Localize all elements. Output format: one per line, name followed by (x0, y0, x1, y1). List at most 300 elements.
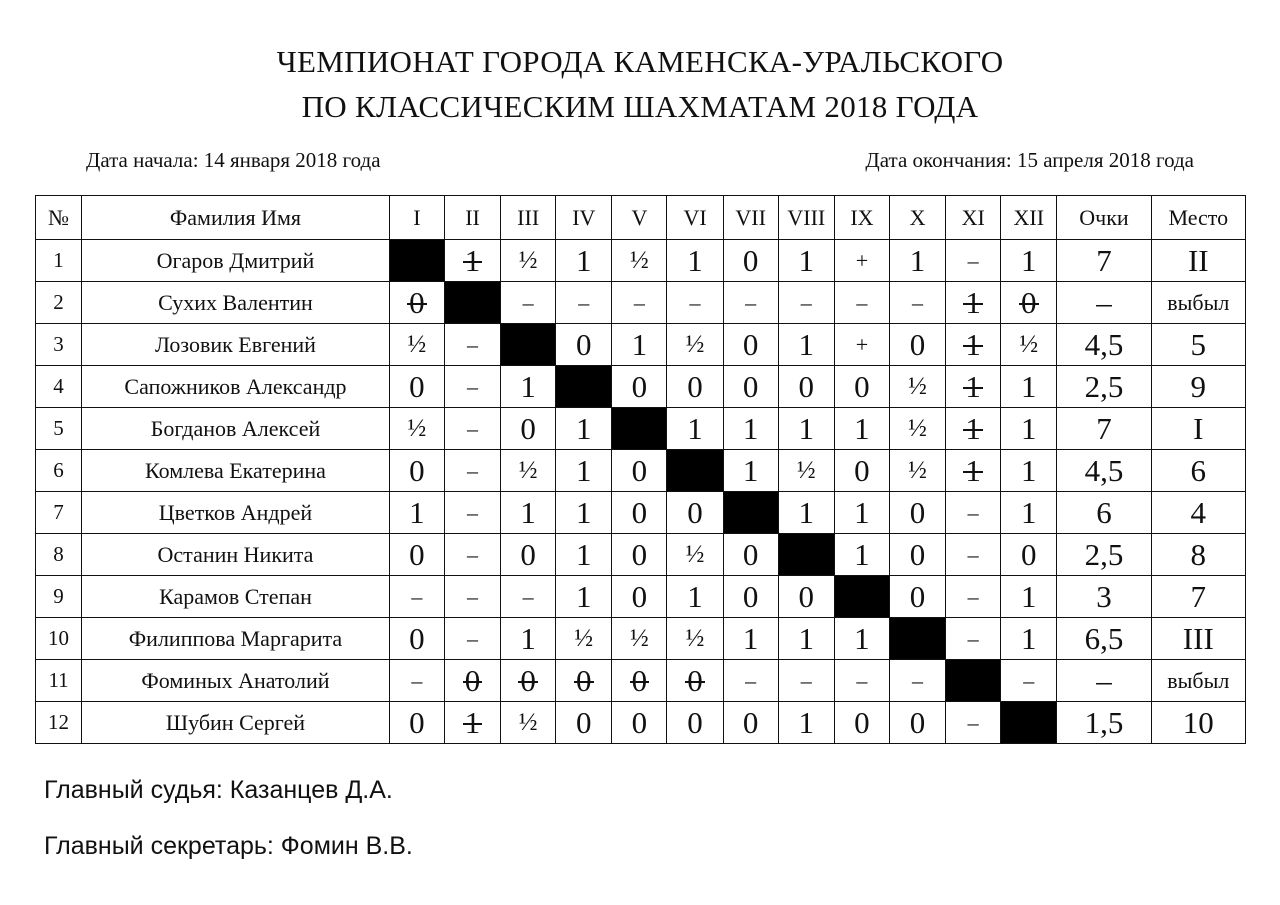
result-cell (723, 618, 778, 660)
diagonal-cell (1001, 702, 1057, 744)
result-cell (501, 366, 556, 408)
header-round-6: VI (667, 196, 723, 240)
result-cell (389, 660, 444, 702)
result-value: 1 (909, 242, 926, 278)
player-name: Останин Никита (82, 534, 390, 576)
result-cell (834, 618, 889, 660)
result-cell (389, 282, 444, 324)
result-value: 0 (576, 326, 592, 362)
annulled-result: 1 (464, 242, 481, 278)
place-cell: 4 (1151, 492, 1245, 534)
result-cell (389, 576, 444, 618)
result-cell (612, 450, 667, 492)
header-round-7: VII (723, 196, 778, 240)
page-title-line-1: ЧЕМПИОНАТ ГОРОДА КАМЕНСКА-УРАЛЬСКОГО (276, 44, 1004, 79)
result-cell (778, 282, 834, 324)
result-value: 0 (909, 578, 926, 614)
result-cell (778, 240, 834, 282)
result-value: 1 (520, 368, 536, 404)
result-value: ½ (908, 414, 927, 442)
result-cell (834, 240, 889, 282)
result-cell (834, 366, 889, 408)
place-cell: III (1151, 618, 1245, 660)
place-cell: 8 (1151, 534, 1245, 576)
player-number: 10 (36, 618, 82, 660)
result-cell (612, 282, 667, 324)
result-cell (389, 324, 444, 366)
result-value: 0 (576, 704, 592, 740)
result-cell (946, 534, 1001, 576)
result-cell (723, 408, 778, 450)
result-value: – (411, 583, 423, 609)
result-value: 0 (909, 704, 926, 740)
result-cell (501, 450, 556, 492)
result-cell (834, 408, 889, 450)
table-row (36, 450, 1246, 492)
result-cell (444, 366, 500, 408)
result-value: 1 (1021, 410, 1037, 446)
table-row (36, 576, 1246, 618)
result-cell (389, 366, 444, 408)
result-value: – (912, 667, 924, 693)
result-value: – (522, 289, 534, 315)
result-cell (834, 492, 889, 534)
result-value: – (912, 289, 924, 315)
annulled-result: 1 (464, 704, 481, 740)
place-cell: выбыл (1151, 282, 1245, 324)
result-value: + (855, 331, 869, 357)
result-cell (1001, 492, 1057, 534)
result-cell (556, 324, 612, 366)
result-value: 0 (909, 494, 926, 530)
result-cell (946, 324, 1001, 366)
result-cell (946, 702, 1001, 744)
result-cell (778, 450, 834, 492)
result-cell (778, 492, 834, 534)
table-row (36, 660, 1246, 702)
result-value: 0 (742, 704, 759, 740)
result-cell (834, 282, 889, 324)
result-cell (1001, 618, 1057, 660)
result-cell (1001, 366, 1057, 408)
table-row (36, 492, 1246, 534)
result-cell (778, 660, 834, 702)
result-value: 0 (909, 326, 926, 362)
result-value: ½ (1019, 330, 1039, 358)
table-header-row (36, 196, 1246, 240)
result-cell (556, 492, 612, 534)
result-cell (612, 534, 667, 576)
result-cell (444, 240, 500, 282)
result-value: – (745, 667, 757, 693)
result-cell (1001, 534, 1057, 576)
result-value: 0 (631, 578, 648, 614)
page-title-line-2: ПО КЛАССИЧЕСКИМ ШАХМАТАМ 2018 ГОДА (301, 89, 979, 124)
result-cell (667, 366, 723, 408)
result-value: 0 (409, 704, 425, 740)
result-cell (556, 408, 612, 450)
result-value: 0 (409, 368, 425, 404)
result-cell (834, 534, 889, 576)
header-name: Фамилия Имя (82, 196, 390, 240)
result-cell (889, 240, 945, 282)
result-value: – (967, 583, 979, 609)
header-number: № (36, 196, 82, 240)
result-cell (444, 576, 500, 618)
annulled-result: 1 (965, 326, 981, 362)
annulled-result: 0 (576, 662, 592, 698)
result-value: 1 (631, 326, 648, 362)
table-row (36, 324, 1246, 366)
diagonal-cell (667, 450, 723, 492)
table-row (36, 282, 1246, 324)
player-name: Цветков Андрей (82, 492, 390, 534)
annulled-result: 0 (520, 662, 536, 698)
result-value: 1 (1021, 368, 1037, 404)
result-cell (723, 576, 778, 618)
player-name: Сухих Валентин (82, 282, 390, 324)
header-round-3: III (501, 196, 556, 240)
result-cell (444, 534, 500, 576)
player-name: Огаров Дмитрий (82, 240, 390, 282)
result-value: 0 (742, 326, 759, 362)
result-value: 1 (1021, 452, 1037, 488)
result-cell (501, 492, 556, 534)
points-cell: 4,5 (1057, 324, 1151, 366)
result-cell (667, 240, 723, 282)
result-value: – (856, 289, 868, 315)
header-round-11: XI (946, 196, 1001, 240)
result-value: 0 (687, 368, 703, 404)
annulled-result: 0 (631, 662, 648, 698)
chief-judge: Главный судья: Казанцев Д.А. (44, 776, 393, 804)
result-value: 1 (854, 410, 870, 446)
result-value: 0 (631, 536, 648, 572)
result-cell (444, 492, 500, 534)
result-value: – (578, 289, 590, 315)
result-value: – (967, 709, 979, 735)
result-value: ½ (407, 414, 427, 442)
result-cell (946, 450, 1001, 492)
result-cell (723, 324, 778, 366)
result-value: ½ (630, 246, 649, 274)
annulled-result: 1 (965, 452, 981, 488)
result-cell (501, 240, 556, 282)
result-value: 0 (742, 536, 759, 572)
annulled-result: 0 (464, 662, 481, 698)
points-cell: 7 (1057, 240, 1151, 282)
result-value: 1 (576, 410, 592, 446)
result-value: 0 (687, 704, 703, 740)
result-cell (612, 618, 667, 660)
result-value: 0 (854, 452, 870, 488)
result-cell (889, 408, 945, 450)
player-number: 6 (36, 450, 82, 492)
player-number: 8 (36, 534, 82, 576)
result-value: 0 (409, 620, 425, 656)
points-cell: 2,5 (1057, 534, 1151, 576)
result-value: 1 (854, 536, 870, 572)
result-value: – (467, 457, 479, 483)
result-cell (556, 576, 612, 618)
result-value: ½ (518, 246, 538, 274)
points-cell: 4,5 (1057, 450, 1151, 492)
result-cell (889, 324, 945, 366)
end-date: Дата окончания: 15 апреля 2018 года (865, 148, 1194, 172)
place-cell: 10 (1151, 702, 1245, 744)
result-value: 1 (1021, 494, 1037, 530)
result-value: 1 (798, 704, 815, 740)
result-value: 0 (742, 578, 759, 614)
place-cell: выбыл (1151, 660, 1245, 702)
annulled-result: 0 (1021, 284, 1037, 320)
result-value: – (633, 289, 645, 315)
player-number: 3 (36, 324, 82, 366)
result-cell (444, 450, 500, 492)
diagonal-cell (723, 492, 778, 534)
result-value: 1 (576, 452, 592, 488)
player-name: Лозовик Евгений (82, 324, 390, 366)
result-value: 1 (798, 494, 815, 530)
result-cell (501, 408, 556, 450)
crosstable (35, 195, 1246, 744)
result-value: 0 (854, 368, 870, 404)
table-row (36, 408, 1246, 450)
result-cell (501, 282, 556, 324)
result-cell (667, 282, 723, 324)
result-value: ½ (796, 456, 816, 484)
result-cell (778, 576, 834, 618)
result-cell (1001, 408, 1057, 450)
result-cell (889, 366, 945, 408)
points-cell: 2,5 (1057, 366, 1151, 408)
result-value: + (855, 247, 869, 273)
result-value: 0 (520, 536, 536, 572)
result-value: 1 (798, 620, 815, 656)
diagonal-cell (444, 282, 500, 324)
header-points: Очки (1057, 196, 1151, 240)
result-cell (946, 240, 1001, 282)
player-number: 2 (36, 282, 82, 324)
result-cell (556, 450, 612, 492)
result-cell (389, 492, 444, 534)
result-value: 1 (687, 410, 703, 446)
result-value: 0 (798, 368, 815, 404)
result-value: ½ (908, 456, 927, 484)
result-value: – (967, 499, 979, 525)
result-cell (612, 660, 667, 702)
header-place: Место (1151, 196, 1245, 240)
result-value: 0 (409, 452, 425, 488)
table-row (36, 534, 1246, 576)
result-value: 1 (798, 410, 815, 446)
result-value: 1 (1021, 620, 1037, 656)
result-cell (778, 408, 834, 450)
result-cell (612, 702, 667, 744)
result-cell (723, 282, 778, 324)
result-cell (723, 534, 778, 576)
place-cell: 7 (1151, 576, 1245, 618)
result-cell (1001, 450, 1057, 492)
table-row (36, 618, 1246, 660)
result-cell (389, 702, 444, 744)
diagonal-cell (612, 408, 667, 450)
table-row (36, 366, 1246, 408)
result-cell (946, 282, 1001, 324)
result-cell (834, 702, 889, 744)
result-value: 1 (1021, 578, 1037, 614)
result-cell (1001, 576, 1057, 618)
result-cell (778, 702, 834, 744)
result-value: – (800, 667, 812, 693)
result-cell (1001, 660, 1057, 702)
result-value: 0 (409, 536, 425, 572)
result-value: – (856, 667, 868, 693)
result-value: 1 (576, 578, 592, 614)
result-cell (834, 324, 889, 366)
place-cell: II (1151, 240, 1245, 282)
result-value: 1 (742, 620, 759, 656)
result-value: 0 (1021, 536, 1037, 572)
result-value: 0 (631, 452, 648, 488)
result-value: – (689, 289, 701, 315)
result-cell (389, 450, 444, 492)
result-cell (778, 366, 834, 408)
result-cell (1001, 324, 1057, 366)
result-value: ½ (518, 708, 538, 736)
result-cell (556, 282, 612, 324)
annulled-result: 1 (965, 410, 981, 446)
result-cell (1001, 240, 1057, 282)
points-cell: 6,5 (1057, 618, 1151, 660)
result-value: – (467, 499, 479, 525)
result-value: ½ (574, 624, 594, 652)
result-cell (556, 618, 612, 660)
place-cell: 6 (1151, 450, 1245, 492)
player-number: 7 (36, 492, 82, 534)
result-cell (556, 534, 612, 576)
result-cell (946, 576, 1001, 618)
result-value: ½ (518, 456, 538, 484)
result-value: 1 (742, 452, 759, 488)
result-cell (1001, 282, 1057, 324)
table-row (36, 702, 1246, 744)
result-cell (778, 618, 834, 660)
diagonal-cell (889, 618, 945, 660)
result-cell (612, 492, 667, 534)
result-cell (667, 324, 723, 366)
place-cell: 5 (1151, 324, 1245, 366)
header-round-8: VIII (778, 196, 834, 240)
result-value: ½ (630, 624, 649, 652)
result-cell (667, 660, 723, 702)
annulled-result: 0 (409, 284, 425, 320)
result-value: 1 (798, 242, 815, 278)
result-cell (389, 408, 444, 450)
header-round-1: I (389, 196, 444, 240)
player-number: 4 (36, 366, 82, 408)
points-cell: 6 (1057, 492, 1151, 534)
annulled-result: 1 (965, 368, 981, 404)
result-value: – (967, 625, 979, 651)
result-cell (723, 702, 778, 744)
result-value: 0 (687, 494, 703, 530)
result-cell (389, 618, 444, 660)
result-cell (889, 576, 945, 618)
diagonal-cell (834, 576, 889, 618)
result-value: 1 (520, 494, 536, 530)
result-cell (389, 534, 444, 576)
result-cell (889, 660, 945, 702)
result-value: – (1023, 667, 1035, 693)
result-value: ½ (407, 330, 427, 358)
result-cell (723, 240, 778, 282)
result-cell (946, 366, 1001, 408)
result-cell (612, 366, 667, 408)
result-cell (501, 576, 556, 618)
result-value: ½ (685, 330, 705, 358)
result-value: 0 (742, 368, 759, 404)
result-cell (444, 660, 500, 702)
place-cell: I (1151, 408, 1245, 450)
header-round-2: II (444, 196, 500, 240)
player-name: Филиппова Маргарита (82, 618, 390, 660)
result-cell (444, 408, 500, 450)
result-cell (667, 492, 723, 534)
result-value: 1 (576, 242, 592, 278)
points-cell: 1,5 (1057, 702, 1151, 744)
result-value: 1 (1021, 242, 1037, 278)
player-number: 9 (36, 576, 82, 618)
result-value: – (467, 583, 479, 609)
result-cell (946, 492, 1001, 534)
result-cell (556, 660, 612, 702)
player-number: 1 (36, 240, 82, 282)
table-row (36, 240, 1246, 282)
result-cell (501, 660, 556, 702)
result-value: – (467, 541, 479, 567)
player-name: Шубин Сергей (82, 702, 390, 744)
result-cell (889, 534, 945, 576)
result-cell (667, 702, 723, 744)
start-date: Дата начала: 14 января 2018 года (86, 148, 381, 172)
points-cell: 7 (1057, 408, 1151, 450)
header-round-4: IV (556, 196, 612, 240)
player-number: 12 (36, 702, 82, 744)
header-round-9: IX (834, 196, 889, 240)
result-value: 0 (798, 578, 815, 614)
result-cell (612, 324, 667, 366)
player-name: Сапожников Александр (82, 366, 390, 408)
player-name: Карамов Степан (82, 576, 390, 618)
result-value: ½ (685, 624, 705, 652)
player-number: 5 (36, 408, 82, 450)
diagonal-cell (501, 324, 556, 366)
result-value: ½ (908, 372, 927, 400)
result-cell (723, 366, 778, 408)
diagonal-cell (389, 240, 444, 282)
result-value: – (967, 541, 979, 567)
header-round-12: XII (1001, 196, 1057, 240)
result-value: – (467, 373, 479, 399)
result-cell (723, 450, 778, 492)
result-cell (889, 492, 945, 534)
result-value: 1 (520, 620, 536, 656)
player-name: Фоминых Анатолий (82, 660, 390, 702)
annulled-result: 0 (687, 662, 703, 698)
result-value: – (411, 667, 423, 693)
place-cell: 9 (1151, 366, 1245, 408)
